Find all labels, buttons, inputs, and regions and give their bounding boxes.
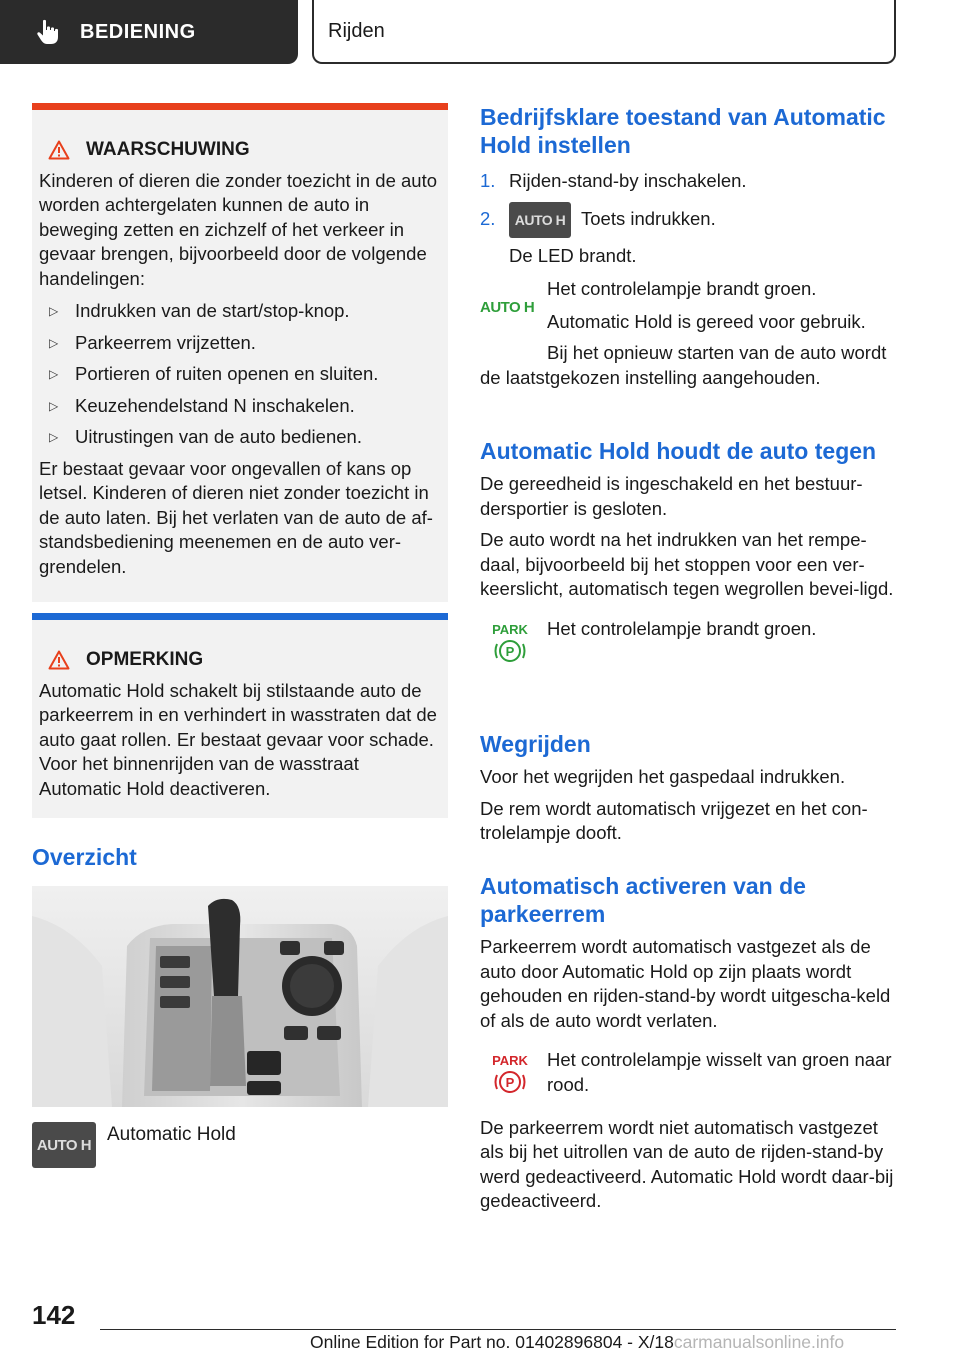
park-indicator-row [480, 614, 898, 675]
list-item [480, 169, 898, 194]
list-item [39, 425, 440, 450]
warning-triangle-icon [48, 650, 70, 670]
step-text: Rijden-stand-by inschakelen. [509, 170, 747, 191]
list-item [39, 331, 440, 356]
indicator-text: Automatic Hold is gereed voor gebruik. [547, 310, 866, 332]
list-item [39, 394, 440, 419]
holds-paragraph: De gereedheid is ingeschakeld en het bestuur-dersportier is gesloten. [480, 473, 863, 519]
note-header [48, 648, 440, 673]
list-item-text: Parkeerrem vrijzetten. [75, 331, 256, 353]
drive-paragraph: Voor het wegrijden het gaspedaal indrukken. [480, 766, 846, 787]
auto-hold-button-icon: AUTO H [509, 202, 571, 238]
list-item [39, 299, 440, 324]
warning-header [48, 138, 440, 163]
triangle-bullet-icon: ▷ [49, 398, 59, 413]
indicator-text: Het controlelampje brandt groen. [547, 278, 817, 299]
holds-section [480, 437, 898, 674]
hand-pointer-icon [34, 18, 62, 46]
page-number: 142 [32, 1300, 76, 1330]
edition-text: Online Edition for Part no. 01402896804 - X/18 [310, 1332, 674, 1352]
warning-intro: Kinderen of dieren die zonder toezicht in de auto worden achtergelaten kunnen de auto in beweging zetten en zichzelf of het verkeer in gevaar brengen, bijvoorbeeld door de volgende handelingen: [39, 169, 438, 289]
note-box [32, 613, 448, 818]
warning-box [32, 103, 448, 602]
warning-outro: Er bestaat gevaar voor ongevallen of kans op letsel. Kinderen of dieren niet zonder toezicht in de auto laten. Bij het verlaten van de auto de af-standsbediening meenemen en de auto ver-grendelen. [39, 457, 433, 577]
park-label: PARK [492, 621, 528, 637]
auto-hold-button-icon: AUTO H [32, 1122, 96, 1168]
auto-hold-indicator-row [480, 277, 898, 334]
indicator-text: Het controlelampje wisselt van groen naar rood. [547, 1049, 892, 1095]
list-item-text: Uitrustingen van de auto bedienen. [75, 426, 362, 447]
note-text: Automatic Hold schakelt bij stilstaande auto de parkeerrem in en verhindert in wasstraten dat de auto gaat rollen. Er bestaat gevaar voor schade. Voor het binnenrijden van de wasstraat Automatic Hold deactiveren. [39, 679, 437, 799]
auto-hold-indicator-icon [480, 277, 547, 334]
note-title: OPMERKING [86, 649, 204, 670]
autopark-paragraph: De parkeerrem wordt niet automatisch vastgezet als bij het uitrollen van de auto de rijden-stand-by werd gedeactiveerd. Automatic Hold wordt daar-bij gedeactiveerd. [480, 1116, 894, 1211]
center-console-photo [32, 886, 448, 1107]
park-green-indicator-icon [480, 614, 547, 675]
list-item-text: Keuzehendelstand N inschakelen. [75, 394, 355, 416]
park-p-letter: P [505, 1075, 515, 1090]
triangle-bullet-icon: ▷ [49, 304, 59, 318]
step-number: 2. [480, 208, 496, 230]
warning-title: WAARSCHUWING [86, 139, 250, 160]
drive-paragraph: De rem wordt automatisch vrijgezet en het con-trolelampje dooft. [480, 797, 868, 843]
indicator-text: Het controlelampje brandt groen. [547, 617, 817, 639]
center-console-image [32, 886, 448, 1107]
section-tab-label: BEDIENING [80, 20, 196, 43]
warning-list [39, 299, 440, 450]
setup-heading: Bedrijfsklare toestand van Automatic Hold instellen [480, 104, 886, 158]
step-number: 1. [480, 170, 496, 191]
drive-heading: Wegrijden [480, 731, 591, 757]
watermark-text: carmanualsonline.info [673, 1332, 845, 1352]
triangle-bullet-icon: ▷ [49, 430, 59, 444]
auto-hold-caption: Automatic Hold [107, 1124, 236, 1145]
drive-section [480, 730, 898, 846]
park-red-indicator-icon [480, 1045, 547, 1106]
setup-section [480, 103, 898, 390]
chapter-title: Rijden [312, 0, 896, 64]
list-item-text: Portieren of ruiten openen en sluiten. [75, 363, 379, 384]
setup-steps [480, 169, 898, 238]
list-item-text: Indrukken van de start/stop-knop. [75, 300, 350, 321]
list-item [480, 202, 898, 238]
warning-triangle-icon [48, 140, 70, 160]
step-text: Toets indrukken. [581, 207, 716, 229]
triangle-bullet-icon: ▷ [49, 335, 59, 350]
overview-heading: Overzicht [32, 844, 137, 870]
park-red-indicator-row [480, 1045, 898, 1106]
park-p-letter: P [505, 643, 515, 659]
footer-edition [310, 1332, 844, 1353]
park-label: PARK [492, 1053, 528, 1068]
autopark-paragraph: Parkeerrem wordt automatisch vastgezet als de auto door Automatic Hold op zijn plaats wordt gehouden en rijden-stand-by wordt uitgescha-keld of als de auto wordt verlaten. [480, 936, 891, 1031]
restart-text: Bij het opnieuw starten van de auto wordt de laatstgekozen instelling aangehouden. [480, 342, 887, 388]
footer-divider [100, 1329, 896, 1330]
indicator-label: AUTO H [480, 299, 535, 316]
section-tab[interactable] [0, 0, 298, 64]
led-text: De LED brandt. [509, 244, 637, 266]
holds-paragraph: De auto wordt na het indrukken van het rempe-daal, bijvoorbeeld bij het stoppen voor een ver-keerslicht, automatisch tegen wegrollen bevei-ligd. [480, 529, 894, 599]
autopark-heading: Automatisch activeren van de parkeerrem [480, 873, 806, 927]
list-item [39, 362, 440, 387]
triangle-bullet-icon: ▷ [49, 367, 59, 381]
holds-heading: Automatic Hold houdt de auto tegen [480, 438, 877, 464]
autopark-section [480, 872, 898, 1214]
